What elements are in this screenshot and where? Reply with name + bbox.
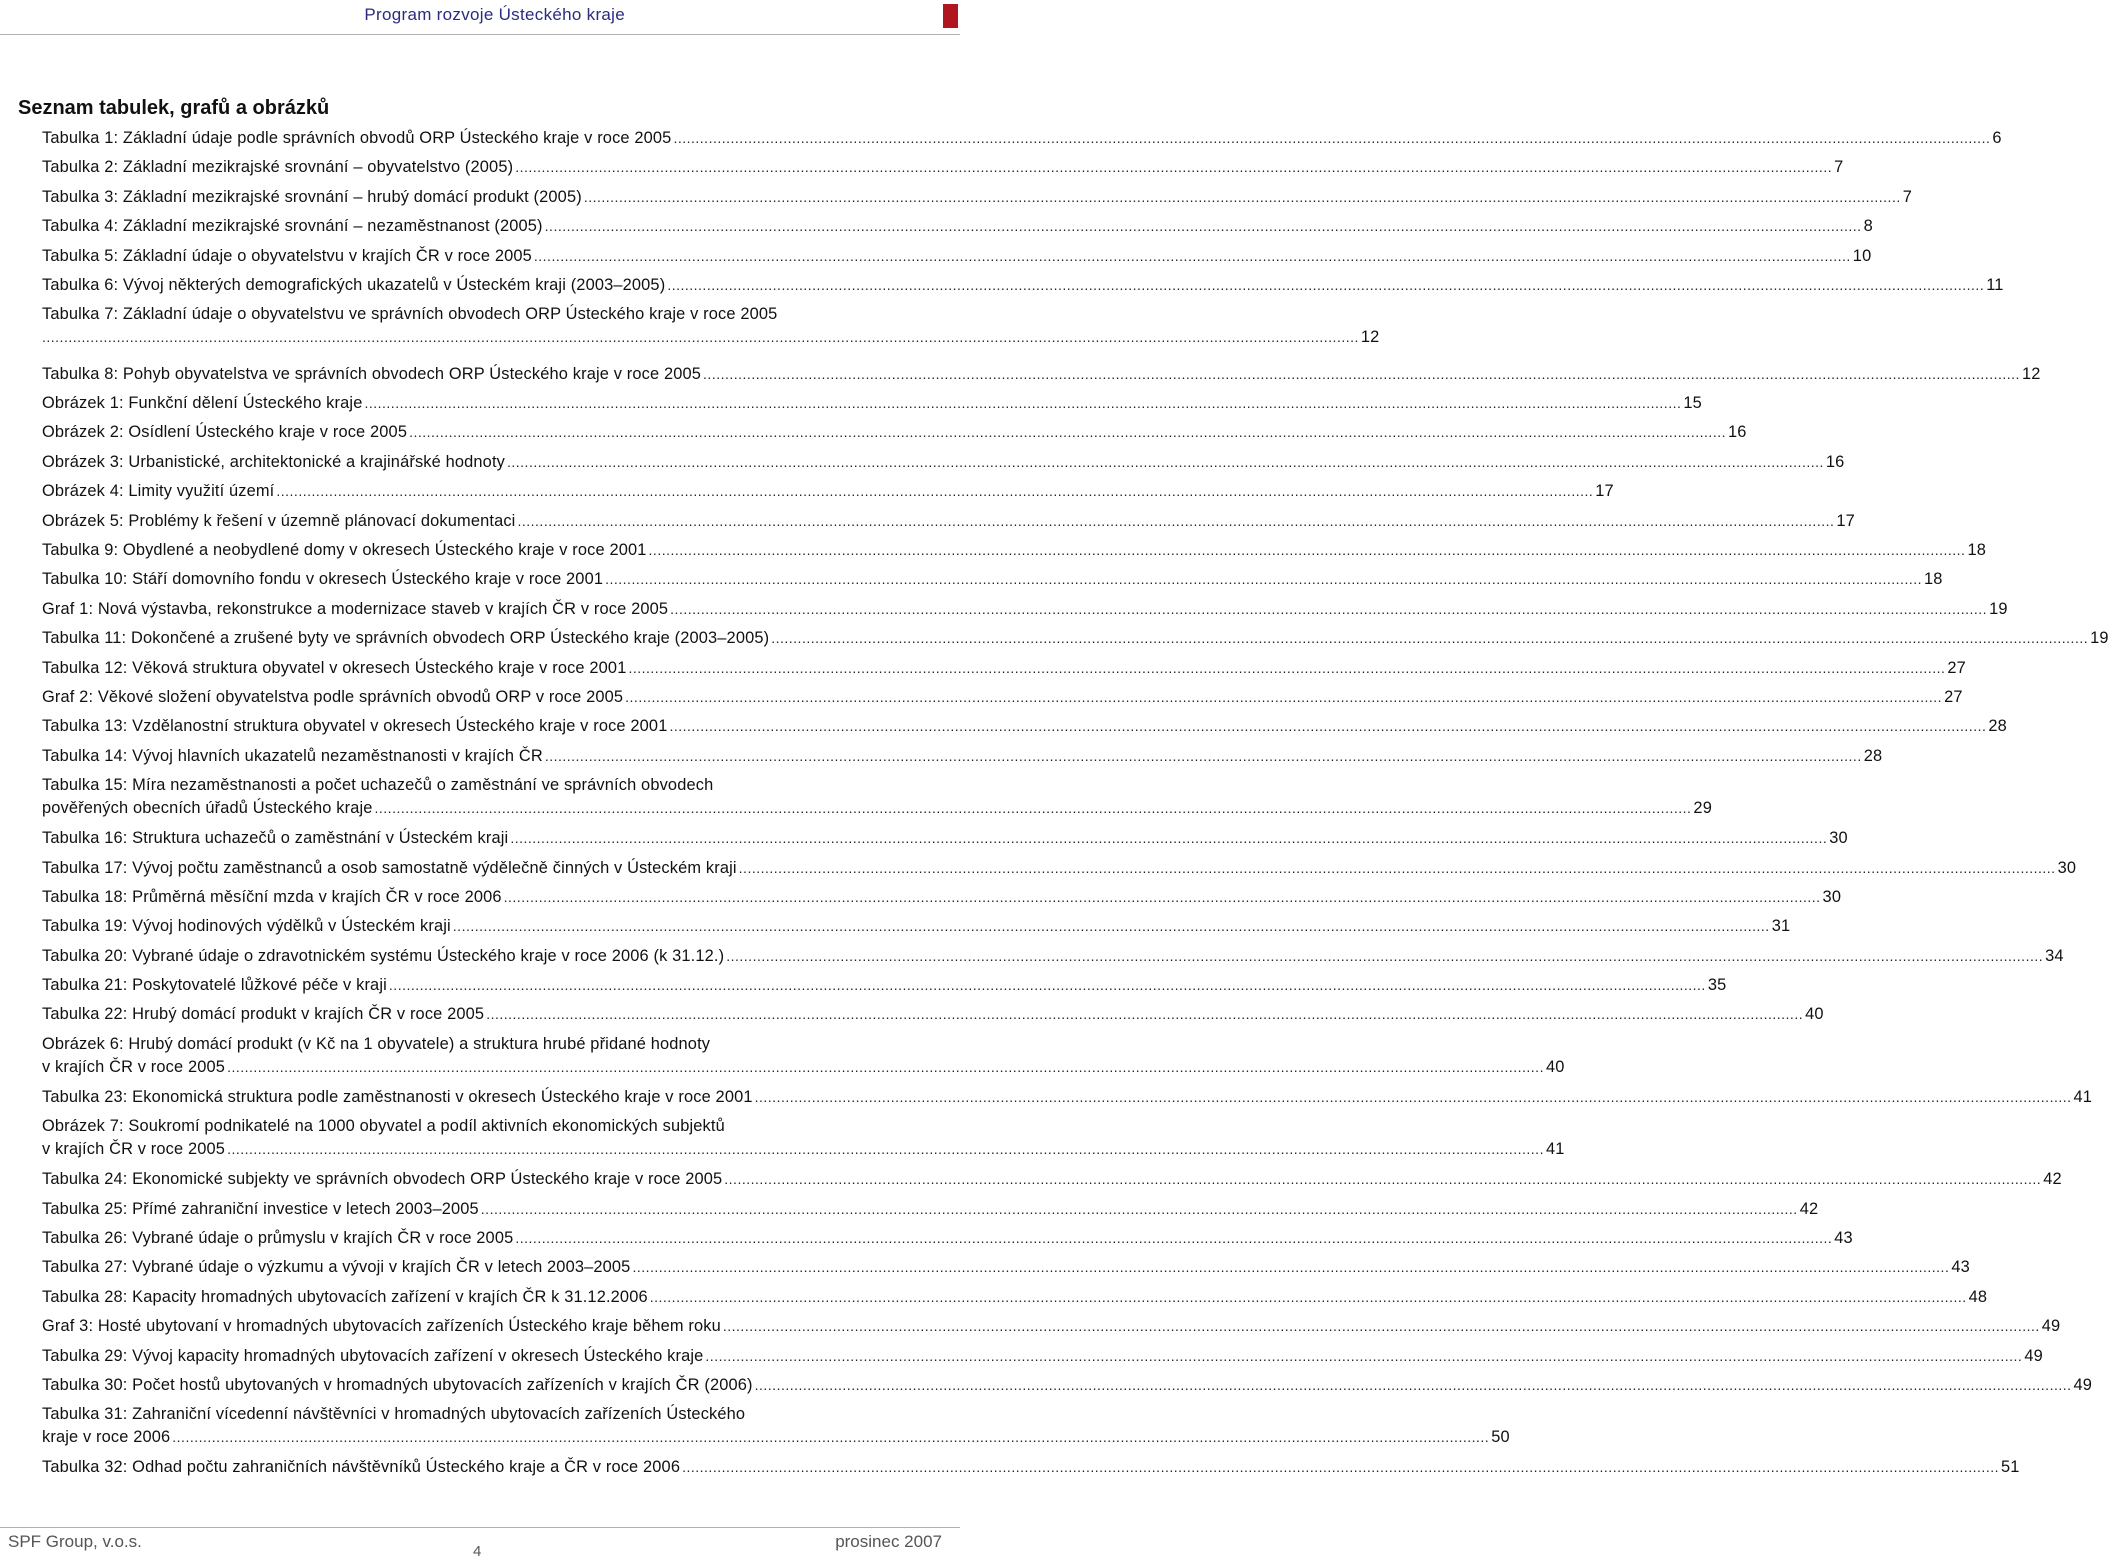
toc-line [42, 1138, 1565, 1161]
toc-line [42, 245, 1872, 268]
toc-dot-leader: ............................................................................................................................................................................................................................................................................................................ [507, 453, 1824, 470]
toc-line [42, 1198, 1819, 1221]
toc-entry-title: Tabulka 17: Vývoj počtu zaměstnanců a osob samostatně výdělečně činných v Ústeckém kraji [42, 858, 737, 877]
running-header-title: Program rozvoje Ústeckého kraje [364, 5, 625, 24]
toc-entry-page: 31 [1771, 917, 1791, 936]
toc-line [42, 510, 1855, 533]
toc-entry-title: Tabulka 20: Vybrané údaje o zdravotnickém systému Ústeckého kraje v roce 2006 (k 31.12.) [42, 946, 725, 965]
toc-entry [42, 1256, 1970, 1285]
toc-entry-title: Tabulka 4: Základní mezikrajské srovnání – nezaměstnanost (2005) [42, 217, 543, 236]
toc-dot-leader: ............................................................................................................................................................................................................................................................................................................ [388, 977, 1706, 994]
toc-line [42, 774, 932, 797]
toc-dot-leader: ............................................................................................................................................................................................................................................................................................................ [517, 512, 1835, 529]
section-title: Seznam tabulek, grafů a obrázků [18, 97, 330, 119]
toc-line [42, 1345, 2043, 1368]
toc-entry-title: Tabulka 5: Základní údaje o obyvatelstvu v krajích ČR v roce 2005 [42, 246, 532, 265]
toc-entry-page: 35 [1707, 976, 1727, 995]
toc-line [42, 857, 2077, 880]
toc-line [42, 1256, 1970, 1279]
toc-line [42, 745, 1883, 768]
toc-dot-leader: ............................................................................................................................................................................................................................................................................................................ [544, 747, 1862, 764]
toc-line [42, 215, 1873, 238]
toc-dot-leader: ............................................................................................................................................................................................................................................................................................................ [754, 1376, 2072, 1393]
toc-dot-leader: ............................................................................................................................................................................................................................................................................................................ [669, 718, 1987, 735]
toc-line [42, 1003, 1824, 1026]
toc-entry-title: Tabulka 18: Průměrná měsíční mzda v krajích ČR v roce 2006 [42, 887, 502, 906]
toc-entry-title: Tabulka 10: Stáří domovního fondu v okresech Ústeckého kraje v roce 2001 [42, 570, 604, 589]
toc-line [42, 657, 1966, 680]
toc-entry-title: Obrázek 2: Osídlení Ústeckého kraje v roce 2005 [42, 423, 408, 442]
toc-entry-page: 30 [1829, 829, 1848, 848]
toc-entry [42, 915, 1791, 944]
toc-entry-page: 41 [2073, 1087, 2093, 1106]
toc-dot-leader: ............................................................................................................................................................................................................................................................................................................ [738, 859, 2056, 876]
toc-line [42, 974, 1727, 997]
toc-line [42, 827, 1848, 850]
toc-entry-title: Tabulka 26: Vybrané údaje o průmyslu v krajích ČR v roce 2005 [42, 1229, 514, 1248]
toc-entry-page: 48 [1968, 1287, 1988, 1306]
toc-entry-title: Obrázek 6: Hrubý domácí produkt (v Kč na 1 obyvatele) a struktura hrubé přidané hodnoty [42, 1034, 711, 1053]
toc-entry-page: 10 [1852, 246, 1872, 265]
toc-dot-leader: ............................................................................................................................................................................................................................................................................................................ [172, 1429, 1490, 1446]
toc-entry [42, 1456, 2020, 1485]
toc-entry-page: 17 [1595, 482, 1614, 501]
toc-dot-leader: ............................................................................................................................................................................................................................................................................................................ [480, 1200, 1798, 1217]
toc-entry-page: 27 [1944, 687, 1963, 706]
toc-line [42, 1227, 1853, 1250]
toc-entry-title: v krajích ČR v roce 2005 [42, 1140, 226, 1159]
toc-entry [42, 598, 2008, 627]
toc-line [42, 1286, 1988, 1309]
toc-entry [42, 421, 1747, 450]
toc-entry-page: 12 [1360, 328, 1380, 347]
toc-dot-leader: ............................................................................................................................................................................................................................................................................................................ [364, 395, 1682, 412]
toc-entry-title: Tabulka 19: Vývoj hodinových výdělků v Ústeckém kraji [42, 917, 451, 936]
toc-entry-title: Tabulka 30: Počet hostů ubytovaných v hromadných ubytovacích zařízeních v krajích ČR (2006) [42, 1375, 753, 1394]
toc-entry-title: Tabulka 7: Základní údaje o obyvatelstvu ve správních obvodech ORP Ústeckého kraje v roce 2005 [42, 305, 778, 324]
toc-entry-page: 12 [2021, 364, 2041, 383]
toc-entry-title: Tabulka 14: Vývoj hlavních ukazatelů nezaměstnanosti v krajích ČR [42, 746, 543, 765]
toc-dot-leader: ............................................................................................................................................................................................................................................................................................................ [726, 947, 2044, 964]
toc-entry [42, 1315, 2061, 1344]
toc-line [42, 539, 1986, 562]
toc-entry-title: Tabulka 24: Ekonomické subjekty ve správních obvodech ORP Ústeckého kraje v roce 2005 [42, 1170, 723, 1189]
toc-entry-title: Tabulka 16: Struktura uchazečů o zaměstnání v Ústeckém kraji [42, 829, 509, 848]
toc-entry-title: Graf 3: Hosté ubytovaní v hromadných ubytovacích zařízeních Ústeckého kraje během roku [42, 1317, 721, 1336]
toc-entry [42, 568, 1943, 597]
toc-entry [42, 1403, 1510, 1456]
toc-line [42, 480, 1614, 503]
toc-line [42, 686, 1963, 709]
toc-dot-leader: ............................................................................................................................................................................................................................................................................................................ [754, 1088, 2072, 1105]
toc-entry-page: 43 [1834, 1229, 1853, 1248]
toc-entry-page: 18 [1924, 570, 1943, 589]
toc-dot-leader: ............................................................................................................................................................................................................................................................................................................ [682, 1459, 1999, 1476]
toc-line [42, 1374, 2093, 1397]
toc-dot-leader: ............................................................................................................................................................................................................................................................................................................ [648, 541, 1966, 558]
toc-entry-title: v krajích ČR v roce 2005 [42, 1057, 226, 1076]
toc-entry-title: Tabulka 25: Přímé zahraniční investice v letech 2003–2005 [42, 1199, 479, 1218]
toc-entry-title: Tabulka 12: Věková struktura obyvatel v okresech Ústeckého kraje v roce 2001 [42, 658, 627, 677]
toc-entry-page: 29 [1693, 799, 1712, 818]
toc-entry [42, 480, 1614, 509]
toc-entry-page: 49 [2041, 1317, 2061, 1336]
toc-entry-page: 16 [1728, 423, 1747, 442]
toc-entry [42, 745, 1883, 774]
toc-entry [42, 510, 1855, 539]
toc-line [42, 1056, 1565, 1079]
toc-entry [42, 215, 1873, 244]
toc-dot-leader: ............................................................................................................................................................................................................................................................................................................ [227, 1058, 1544, 1075]
toc-entry [42, 127, 2002, 156]
toc-entry [42, 274, 2004, 303]
toc-dot-leader: ............................................................................................................................................................................................................................................................................................................ [42, 329, 1359, 346]
toc-entry [42, 657, 1966, 686]
toc-dot-leader: ............................................................................................................................................................................................................................................................................................................ [276, 483, 1594, 500]
toc-dot-leader: ............................................................................................................................................................................................................................................................................................................ [510, 830, 1828, 847]
toc-entry-page: 41 [1545, 1140, 1565, 1159]
toc-entry [42, 886, 1842, 915]
toc-entry-page: 40 [1545, 1057, 1565, 1076]
toc-entry [42, 945, 2064, 974]
toc-entry [42, 1345, 2043, 1374]
toc-entry-page: 17 [1836, 511, 1855, 530]
toc-entry-page: 27 [1947, 658, 1966, 677]
toc-line [42, 1033, 932, 1056]
toc-entry [42, 1086, 2093, 1115]
toc-dot-leader: ............................................................................................................................................................................................................................................................................................................ [486, 1006, 1804, 1023]
toc-entry-title: Obrázek 5: Problémy k řešení v územně plánovací dokumentaci [42, 511, 516, 530]
toc-line [42, 274, 2004, 297]
toc-line [42, 421, 1747, 444]
toc-line [42, 1456, 2020, 1479]
toc-entry-page: 16 [1825, 452, 1845, 471]
toc-entry-title: Tabulka 6: Vývoj některých demografických ukazatelů v Ústeckém kraji (2003–2005) [42, 275, 666, 294]
toc-entry [42, 1227, 1853, 1256]
toc-dot-leader: ............................................................................................................................................................................................................................................................................................................ [667, 276, 1985, 293]
toc-dot-leader: ............................................................................................................................................................................................................................................................................................................ [771, 630, 2089, 647]
toc-entry [42, 857, 2077, 886]
toc-entry-title: Tabulka 23: Ekonomická struktura podle zaměstnanosti v okresech Ústeckého kraje v roce 2001 [42, 1087, 753, 1106]
toc-entry [42, 1198, 1819, 1227]
toc-entry-title: Tabulka 32: Odhad počtu zahraničních návštěvníků Ústeckého kraje a ČR v roce 2006 [42, 1458, 681, 1477]
toc-entry-page: 43 [1951, 1258, 1970, 1277]
toc-line [42, 886, 1842, 909]
toc-entry-title: Tabulka 1: Základní údaje podle správních obvodů ORP Ústeckého kraje v roce 2005 [42, 129, 672, 147]
toc-entry [42, 392, 1702, 421]
header-accent-bar [943, 4, 958, 28]
toc-dot-leader: ............................................................................................................................................................................................................................................................................................................ [503, 888, 1821, 905]
toc-dot-leader: ............................................................................................................................................................................................................................................................................................................ [533, 247, 1851, 264]
toc-entry [42, 451, 1845, 480]
toc-entry-title: kraje v roce 2006 [42, 1428, 171, 1447]
toc-entry-page: 49 [2073, 1375, 2093, 1394]
toc-line [42, 451, 1845, 474]
toc-entry-page: 34 [2045, 946, 2064, 965]
toc-dot-leader: ............................................................................................................................................................................................................................................................................................................ [705, 1347, 2023, 1364]
toc-entry [42, 827, 1848, 856]
toc-entry-title: Tabulka 13: Vzdělanostní struktura obyvatel v okresech Ústeckého kraje v roce 2001 [42, 717, 668, 736]
toc-entry-title: Tabulka 28: Kapacity hromadných ubytovacích zařízení v krajích ČR k 31.12.2006 [42, 1287, 648, 1306]
toc-entry-page: 8 [1863, 217, 1873, 236]
toc-entry-page: 51 [2001, 1458, 2020, 1477]
toc-line [42, 568, 1943, 591]
toc-entry-page: 40 [1805, 1005, 1824, 1024]
toc-entry-title: Graf 1: Nová výstavba, rekonstrukce a modernizace staveb v krajích ČR v roce 2005 [42, 599, 669, 618]
toc-dot-leader: ............................................................................................................................................................................................................................................................................................................ [632, 1259, 1950, 1276]
toc-dot-leader: ............................................................................................................................................................................................................................................................................................................ [409, 424, 1726, 441]
toc-entry [42, 1374, 2093, 1403]
toc-dot-leader: ............................................................................................................................................................................................................................................................................................................ [670, 600, 1988, 617]
toc-dot-leader: ............................................................................................................................................................................................................................................................................................................ [649, 1288, 1967, 1305]
toc-line [42, 945, 2064, 968]
toc-dot-leader: ............................................................................................................................................................................................................................................................................................................ [515, 159, 1833, 176]
toc-entry [42, 1286, 1988, 1315]
toc-dot-leader: ............................................................................................................................................................................................................................................................................................................ [625, 688, 1943, 705]
toc-entry [42, 1115, 1565, 1168]
header-rule [0, 34, 960, 35]
toc-line [42, 715, 2007, 738]
toc-line [42, 1315, 2061, 1338]
toc-line [42, 598, 2008, 621]
toc-entry [42, 539, 1986, 568]
toc-line [42, 392, 1702, 415]
toc-dot-leader: ............................................................................................................................................................................................................................................................................................................ [724, 1171, 2042, 1188]
footer-page-number: 4 [473, 1543, 482, 1560]
toc-entry-page: 28 [1988, 717, 2007, 736]
toc-dot-leader: ............................................................................................................................................................................................................................................................................................................ [452, 918, 1770, 935]
toc-line [42, 1403, 932, 1426]
toc-line [42, 1115, 932, 1138]
toc-entry-page: 19 [2090, 629, 2109, 648]
toc-entry [42, 686, 1963, 715]
toc-entry-page: 15 [1683, 394, 1702, 413]
toc-entry-page: 6 [1992, 129, 2002, 147]
toc-entry [42, 156, 1844, 185]
toc-dot-leader: ............................................................................................................................................................................................................................................................................................................ [583, 188, 1901, 205]
toc-entry-page: 49 [2024, 1346, 2043, 1365]
toc-entry-title: Tabulka 3: Základní mezikrajské srovnání – hrubý domácí produkt (2005) [42, 187, 582, 206]
toc-entry-page: 42 [1799, 1199, 1819, 1218]
toc-entry-title: Graf 2: Věkové složení obyvatelstva podle správních obvodů ORP v roce 2005 [42, 687, 624, 706]
toc-entry [42, 1168, 2062, 1197]
toc-line [42, 1086, 2093, 1109]
toc-entry [42, 774, 1712, 827]
toc-entry-page: 18 [1967, 540, 1986, 559]
toc-entry-title: Tabulka 29: Vývoj kapacity hromadných ubytovacích zařízení v okresech Ústeckého kraje [42, 1346, 704, 1365]
toc-entry [42, 245, 1872, 274]
toc-line [42, 1426, 1510, 1449]
toc-line [42, 326, 1380, 349]
toc-entry-title: Tabulka 15: Míra nezaměstnanosti a počet uchazečů o zaměstnání ve správních obvodech [42, 776, 714, 795]
toc-entry-page: 28 [1863, 746, 1883, 765]
toc-entry-title: Tabulka 21: Poskytovatelé lůžkové péče v kraji [42, 976, 387, 995]
toc-dot-leader: ............................................................................................................................................................................................................................................................................................................ [374, 800, 1692, 817]
toc-entry [42, 303, 1380, 362]
footer-company: SPF Group, v.o.s. [8, 1532, 142, 1551]
toc-entry-title: pověřených obecních úřadů Ústeckého kraje [42, 799, 373, 818]
toc-entry-title: Obrázek 4: Limity využití území [42, 482, 275, 501]
toc-entry-title: Tabulka 9: Obydlené a neobydlené domy v okresech Ústeckého kraje v roce 2001 [42, 540, 647, 559]
toc-entry [42, 974, 1727, 1003]
toc-dot-leader: ............................................................................................................................................................................................................................................................................................................ [605, 571, 1923, 588]
footer-date: prosinec 2007 [835, 1532, 942, 1551]
toc-dot-leader: ............................................................................................................................................................................................................................................................................................................ [628, 659, 1946, 676]
toc-dot-leader: ............................................................................................................................................................................................................................................................................................................ [673, 130, 1991, 146]
toc-line [42, 1168, 2062, 1191]
footer-rule [0, 1527, 960, 1528]
toc-entry-page: 19 [1989, 599, 2008, 618]
toc-dot-leader: ............................................................................................................................................................................................................................................................................................................ [722, 1318, 2040, 1335]
toc-entry-title: Tabulka 8: Pohyb obyvatelstva ve správních obvodech ORP Ústeckého kraje v roce 2005 [42, 364, 702, 383]
toc-entry-title: Tabulka 22: Hrubý domácí produkt v krajích ČR v roce 2005 [42, 1005, 485, 1024]
toc-line [42, 627, 2109, 650]
toc-entry-page: 30 [2057, 858, 2077, 877]
toc-entry-title: Obrázek 3: Urbanistické, architektonické a krajinářské hodnoty [42, 452, 505, 471]
toc-line [42, 915, 1791, 938]
toc-dot-leader: ............................................................................................................................................................................................................................................................................................................ [515, 1230, 1833, 1247]
toc-entry [42, 715, 2007, 744]
toc-entry [42, 627, 2109, 656]
toc-list [42, 127, 2109, 1486]
toc-line [42, 186, 1913, 209]
toc-entry-page: 7 [1902, 187, 1913, 206]
toc-entry [42, 363, 2041, 392]
toc-entry-title: Obrázek 7: Soukromí podnikatelé na 1000 obyvatel a podíl aktivních ekonomických subjektů [42, 1117, 725, 1136]
toc-dot-leader: ............................................................................................................................................................................................................................................................................................................ [227, 1141, 1544, 1158]
toc-entry [42, 1033, 1565, 1086]
toc-entry-title: Tabulka 31: Zahraniční vícedenní návštěvníci v hromadných ubytovacích zařízeních Ústeckého [42, 1405, 746, 1424]
toc-entry [42, 1003, 1824, 1032]
toc-entry-title: Tabulka 11: Dokončené a zrušené byty ve správních obvodech ORP Ústeckého kraje (2003–2005) [42, 629, 770, 648]
toc-entry-title: Tabulka 27: Vybrané údaje o výzkumu a vývoji v krajích ČR v letech 2003–2005 [42, 1258, 631, 1277]
toc-entry [42, 186, 1913, 215]
toc-entry-page: 11 [1986, 275, 2004, 294]
toc-entry-page: 30 [1822, 887, 1842, 906]
toc-line [42, 797, 1712, 820]
toc-line [42, 363, 2041, 386]
toc-line [42, 156, 1844, 179]
toc-entry-page: 42 [2043, 1170, 2062, 1189]
toc-entry-title: Obrázek 1: Funkční dělení Ústeckého kraje [42, 394, 363, 413]
toc-line [42, 303, 932, 326]
toc-entry-page: 50 [1491, 1428, 1510, 1447]
toc-entry-title: Tabulka 2: Základní mezikrajské srovnání – obyvatelstvo (2005) [42, 158, 514, 177]
toc-dot-leader: ............................................................................................................................................................................................................................................................................................................ [544, 218, 1862, 235]
toc-dot-leader: ............................................................................................................................................................................................................................................................................................................ [703, 365, 2020, 382]
toc-line [42, 127, 2002, 150]
toc-entry-page: 7 [1834, 158, 1844, 177]
